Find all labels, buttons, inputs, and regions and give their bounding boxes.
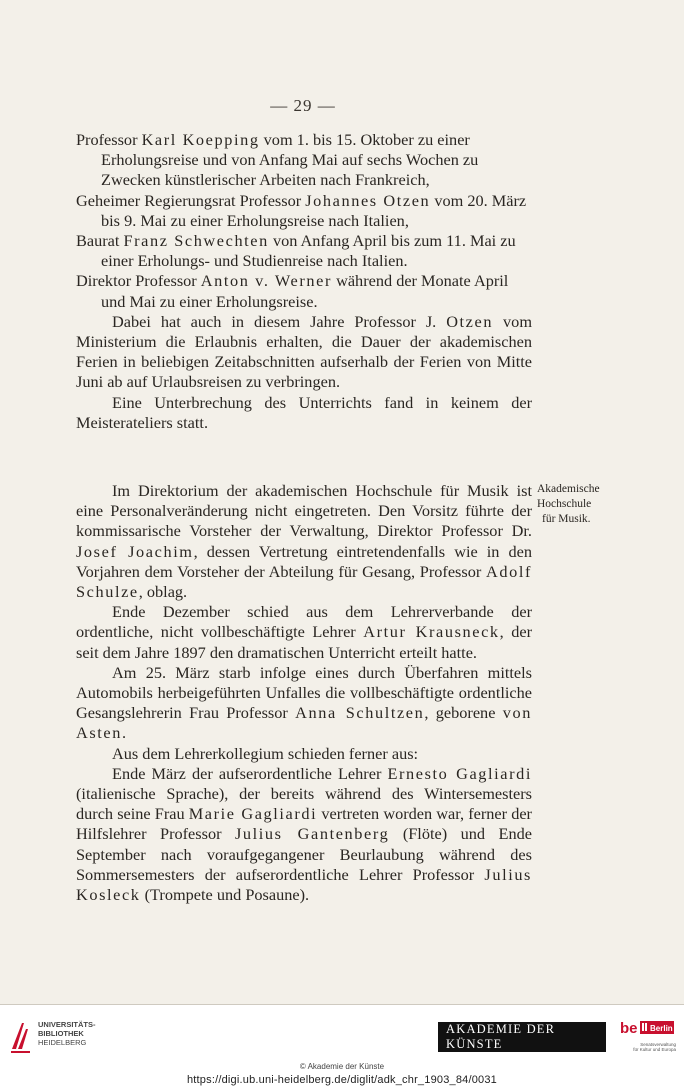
paragraph-ausgeschieden: Aus dem Lehrerkollegium schieden ferner aus: [112, 743, 419, 763]
margin-note-line: für Musik. [542, 513, 591, 525]
paragraph-krausneck: Ende Dezember schied aus dem Lehrerverbande der ordentliche, nicht vollbeschäftigte Lehrer Artur Krausneck, der seit dem Jahre 1897 den dramatischen Unterricht erteilt hatte. [76, 602, 533, 662]
margin-note-line: Akademische [537, 483, 600, 495]
paragraph-gagliardi: Ende März der aufserordentliche Lehrer Ernesto Gagliardi (italienische Sprache), der bereits während des Wintersemesters durch seine Frau Marie Gagliardi vertreten worden war, ferner der Hilfslehrer Professor Julius Gantenberg (Flöte) und Ende September nach voraufgegangener Beurlaubung während des Sommersemesters der aufserordentliche Lehrer Professor Julius Kosleck (Trompete und Posaune). [76, 763, 532, 905]
copyright-notice: © Akademie der Künste [299, 1062, 385, 1071]
paragraph-unterbrechung: Eine Unterbrechung des Unterrichts fand in keinem der Meisterateliers statt. [76, 392, 532, 432]
akademie-label: AKADEMIE DER KÜNSTE [437, 1018, 607, 1056]
paragraph-direktorium: Im Direktorium der akademischen Hochschule für Musik ist eine Personalveränderung nicht eingetreten. Den Vorsitz führte der kommissarische Vorsteher der Verwaltung, Direktor Professor Dr. Josef Joachim, dessen Vertretung eintretendenfalls wie in den Vorjahren dem Vorsteher der Abteilung für Gesang, Professor Adolf Schulze, oblag. [76, 481, 532, 602]
svg-text:Berlin: Berlin [650, 1024, 673, 1033]
travel-list [76, 130, 532, 433]
university-library-name[interactable]: UNIVERSITÄTS- BIBLIOTHEK HEIDELBERG [38, 1020, 96, 1047]
page-number: — 29 — [270, 96, 336, 115]
paragraph-schultzen: Am 25. März starb infolge eines durch Überfahren mittels Automobils herbeigeführten Unfalles die vollbeschäftigte ordentliche Gesangslehrerin Frau Professor Anna Schultzen, geborene von Asten. [76, 662, 532, 743]
be-berlin-subtitle: Senatsverwaltung für Kultur und Europa [633, 1042, 676, 1052]
entry-otzen: Geheimer Regierungsrat Professor Johannes Otzen vom 20. März bis 9. Mai zu einer Erholungsreise nach Italien, [76, 190, 527, 230]
paragraph-otzen-ferien: Dabei hat auch in diesem Jahre Professor J. Otzen vom Ministerium die Erlaubnis erhalten, die Dauer der akademischen Ferien in beliebigen Zeitabschnitten aufserhalb der Ferien von Mitte Juni ab auf Urlaubsreisen zu verbringen. [76, 311, 532, 392]
music-section [76, 481, 532, 905]
margin-note [537, 482, 617, 527]
svg-text:be: be [620, 1020, 638, 1037]
entry-werner: Direktor Professor Anton v. Werner während der Monate April und Mai zu einer Erholungsreise. [76, 271, 509, 311]
permalink-url[interactable]: https://digi.ub.uni-heidelberg.de/diglit/adk_chr_1903_84/0031 [186, 1074, 498, 1086]
entry-schwechten: Baurat Franz Schwechten von Anfang April bis zum 11. Mai zu einer Erholungs- und Studienreise nach Italien. [76, 231, 516, 271]
akademie-der-kuenste-logo[interactable] [437, 1022, 607, 1052]
margin-note-line: Hochschule [537, 498, 592, 510]
entry-koepping: Professor Karl Koepping vom 1. bis 15. Oktober zu einer Erholungsreise und von Anfang Mai auf sechs Wochen zu Zwecken künstlerischer Arbeiten nach Frankreich, [76, 130, 479, 190]
